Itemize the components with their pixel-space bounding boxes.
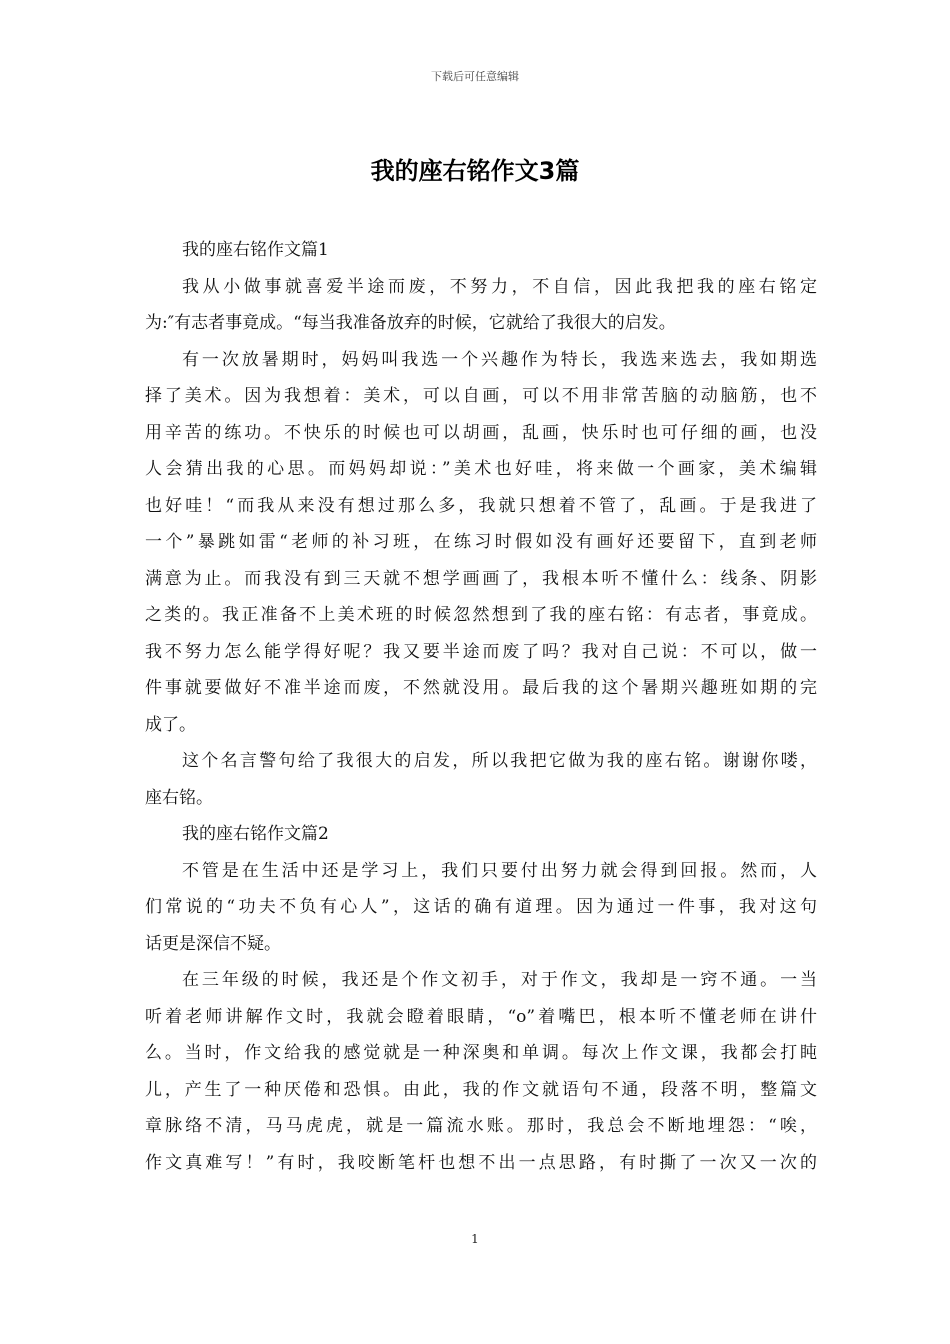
text-line: 之类的。我正准备不上美术班的时候忽然想到了我的座右铭：有志者，事竟成。: [145, 605, 817, 625]
section-heading: 我的座右铭作文篇2: [182, 824, 329, 844]
page-header: 下载后可任意编辑: [431, 70, 519, 83]
text-line: 听着老师讲解作文时，我就会瞪着眼睛，“o”着嘴巴，根本听不懂老师在讲什: [145, 1006, 817, 1027]
text-line: 有一次放暑期时，妈妈叫我选一个兴趣作为特长，我选来选去，我如期选: [182, 349, 817, 370]
text-line: 用辛苦的练功。不快乐的时候也可以胡画，乱画，快乐时也可仔细的画，也没: [145, 422, 817, 443]
text-line: 们常说的“功夫不负有心人”，这话的确有道理。因为通过一件事，我对这句: [145, 897, 817, 917]
text-line: 一个”暴跳如雷“老师的补习班，在练习时假如没有画好还要留下，直到老师: [145, 532, 817, 552]
text-line: 作文真难写！”有时，我咬断笔杆也想不出一点思路，有时撕了一次又一次的: [145, 1152, 817, 1173]
text-line: 章脉络不清，马马虎虎，就是一篇流水账。那时，我总会不断地埋怨：“唉，: [145, 1116, 817, 1136]
text-line: 在三年级的时候，我还是个作文初手，对于作文，我却是一窍不通。一当: [182, 970, 817, 990]
text-line: 我不努力怎么能学得好呢？我又要半途而废了吗？我对自己说：不可以，做一: [145, 641, 817, 662]
text-line: 这个名言警句给了我很大的启发，所以我把它做为我的座右铭。谢谢你喽，: [182, 751, 817, 771]
text-line: 儿，产生了一种厌倦和恐惧。由此，我的作文就语句不通，段落不明，整篇文: [145, 1079, 817, 1100]
document-title: 我的座右铭作文3篇: [370, 157, 580, 185]
text-line: 成了。: [145, 714, 196, 735]
text-line: 件事就要做好不准半途而废，不然就没用。最后我的这个暑期兴趣班如期的完: [145, 678, 817, 698]
text-line: 么。当时，作文给我的感觉就是一种深奥和单调。每次上作文课，我都会打盹: [145, 1043, 817, 1063]
text-line: 不管是在生活中还是学习上，我们只要付出努力就会得到回报。然而，人: [182, 860, 817, 881]
text-line: 人会猜出我的心思。而妈妈却说：”美术也好哇，将来做一个画家，美术编辑: [145, 459, 817, 479]
text-line: 座右铭。: [145, 787, 213, 808]
text-line: 我从小做事就喜爱半途而废，不努力，不自信，因此我把我的座右铭定: [182, 276, 817, 297]
text-line: 择了美术。因为我想着：美术，可以自画，可以不用非常苦脑的动脑筋，也不: [145, 386, 817, 406]
document-body: [145, 232, 817, 1181]
text-line: 也好哇！“而我从来没有想过那么多，我就只想着不管了，乱画。于是我进了: [145, 495, 817, 516]
text-line: 满意为止。而我没有到三天就不想学画画了，我根本听不懂什么：线条、阴影: [145, 568, 817, 589]
text-line: 为:″有志者事竟成。“每当我准备放弃的时候，它就给了我很大的启发。: [145, 313, 676, 333]
section-heading: 我的座右铭作文篇1: [182, 240, 329, 260]
text-line: 话更是深信不疑。: [145, 933, 281, 954]
page-number: 1: [471, 1232, 479, 1246]
